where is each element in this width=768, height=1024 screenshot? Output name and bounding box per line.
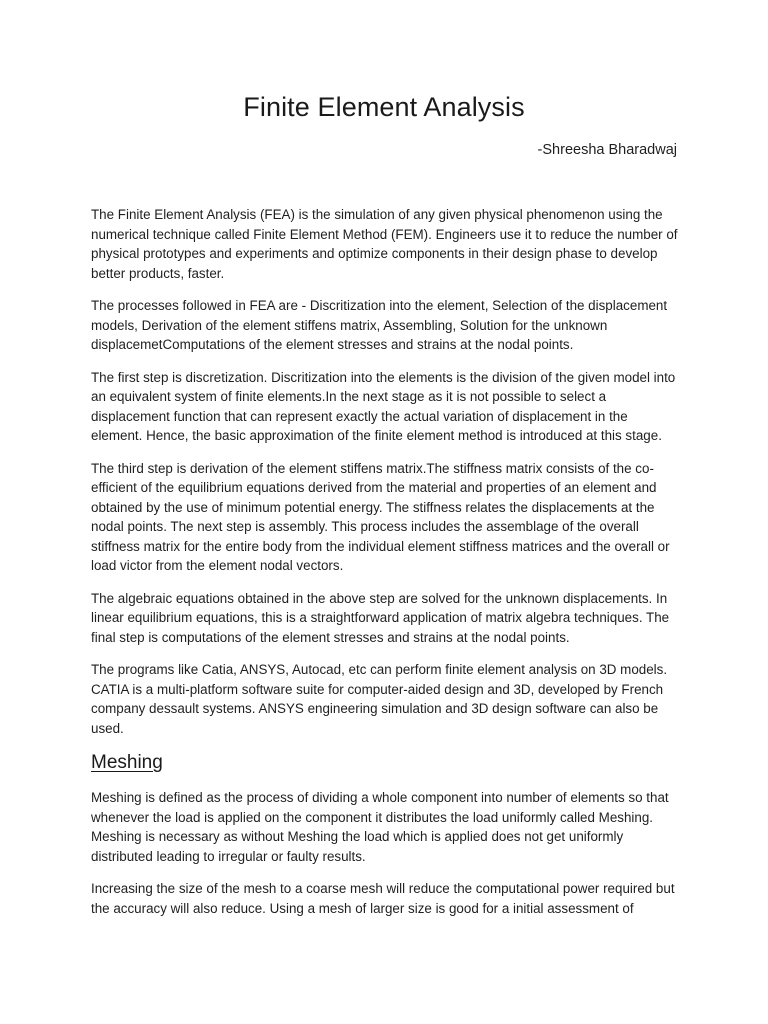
paragraph-discretization: The first step is discretization. Discritization into the elements is the division of the given model into an equivalent system of finite elements.In the next stage as it is not possible to select a displacement function that can represent exactly the actual variation of displacement in the element. Hence, the basic approximation of the finite element method is introduced at this stage.	[91, 369, 676, 443]
paragraph-algebraic: The algebraic equations obtained in the above step are solved for the unknown displacements. In linear equilibrium equations, this is a straightforward application of matrix algebra techniques. The final step is computations of the element stresses and strains at the nodal points.	[91, 590, 670, 645]
section-heading-meshing: Meshing	[91, 752, 163, 773]
paragraph-mesh-size: Increasing the size of the mesh to a coarse mesh will reduce the computational power required but the accuracy will also reduce. Using a mesh of larger size is good for a initial assessment of	[91, 881, 675, 916]
paragraph-programs: The programs like Catia, ANSYS, Autocad, etc can perform finite element analysis on 3D models. CATIA is a multi-platform software suite for computer-aided design and 3D, developed by French company dessault systems. ANSYS engineering simulation and 3D design software can also be used.	[91, 662, 668, 736]
document-title: Finite Element Analysis	[243, 92, 525, 122]
paragraph-meshing-definition: Meshing is defined as the process of dividing a whole component into number of elements so that whenever the load is applied on the component it distributes the load uniformly called Meshing. Meshing is necessary as without Meshing the load which is applied does not get uniformly distributed leading to irregular or faulty results.	[91, 790, 669, 864]
author-line: -Shreesha Bharadwaj	[537, 142, 677, 158]
paragraph-stiffness: The third step is derivation of the element stiffens matrix.The stiffness matrix consists of the co-efficient of the equilibrium equations derived from the material and properties of an element and obtained by the use of minimum potential energy. The stiffness relates the displacements at the nodal points. The next step is assembly. This process includes the assemblage of the overall stiffness matrix for the entire body from the individual element stiffness matrices and the overall or load victor from the element nodal vectors.	[91, 460, 670, 573]
paragraph-processes: The processes followed in FEA are - Discritization into the element, Selection of the displacement models, Derivation of the element stiffens matrix, Assembling, Solution for the unknown displacemetComputations of the element stresses and strains at the nodal points.	[91, 298, 668, 352]
paragraph-intro: The Finite Element Analysis (FEA) is the simulation of any given physical phenomenon using the numerical technique called Finite Element Method (FEM). Engineers use it to reduce the number of physical prototypes and experiments and optimize components in their design phase to develop better products, faster.	[91, 207, 678, 281]
document-body	[91, 205, 681, 931]
